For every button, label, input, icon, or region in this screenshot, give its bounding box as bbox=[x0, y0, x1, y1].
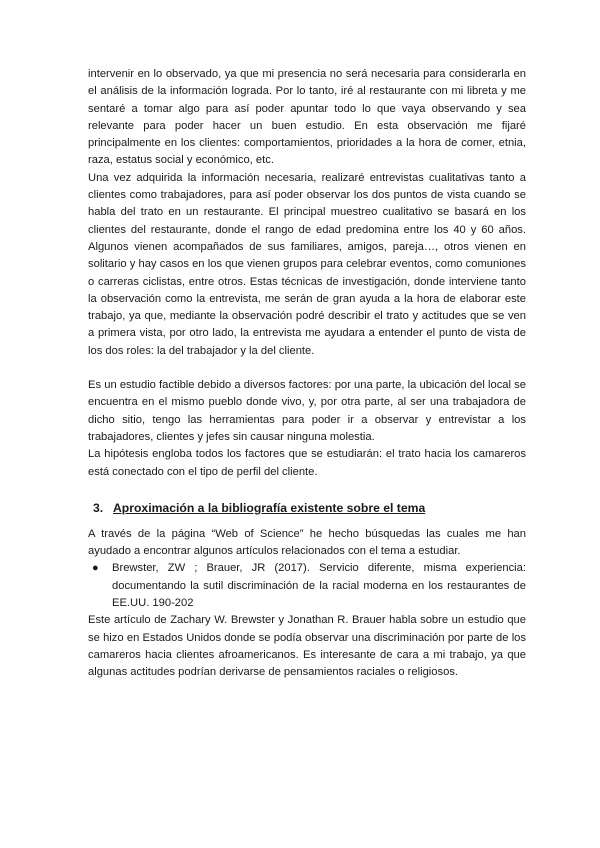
paragraph-spacer bbox=[88, 360, 526, 377]
section-heading bbox=[88, 501, 526, 515]
paragraph-hypothesis: La hipótesis engloba todos los factores que se estudiarán: el trato hacia los camareros está conectado con el tipo de perfil del cliente. bbox=[88, 448, 526, 478]
section-number: 3. bbox=[93, 500, 104, 515]
bibliography-list-item bbox=[88, 560, 526, 612]
paragraph-search-intro: A través de la página “Web of Science” he hecho búsquedas las cuales me han ayudado a encontrar algunos artículos relacionados con el tema a estudiar. bbox=[88, 527, 526, 558]
paragraph-observation: intervenir en lo observado, ya que mi presencia no será necesaria para considerarla en el análisis de la información lograda. Por lo tanto, iré al restaurante con mi libreta y me sentaré a tomar algo para así poder apuntar todo lo que vaya observando y sea relevante para poder hacer un buen estudio. En esta observación me fijaré principalmente en los clientes: comportamientos, prioridades a la hora de comer, etnia, raza, estatus social y económico, etc. bbox=[88, 68, 526, 167]
bullet-icon: ● bbox=[92, 562, 99, 575]
paragraph-interviews: Una vez adquirida la información necesaria, realizaré entrevistas cualitativas tanto a clientes como trabajadores, para así poder observar los dos puntos de vista cuando se habla del trato en un restaurante. El principal muestreo cualitativo se basará en los clientes del restaurante, donde el rango de edad predomina entre los 40 y 60 años. Algunos vienen acompañados de sus familiares, amigos, pareja…, otros vienen en solitario y hay casos en los que vienen grupos para celebrar eventos, como comuniones o carreras ciclistas, entre otros. Estas técnicas de investigación, donde interviene tanto la observación como la entrevista, me serán de gran ayuda a la hora de elaborar este trabajo, ya que, mediante la observación podré describir el trato y actitudes que se ven a primera vista, por otro lado, la entrevista me ayudara a entender el punto de vista de los dos roles: la del trabajador y la del cliente. bbox=[88, 171, 526, 357]
paragraph-feasibility: Es un estudio factible debido a diversos factores: por una parte, la ubicación del local se encuentra en el mismo pueblo donde vivo, y, por otra parte, al ser una trabajadora de dicho sitio, tengo las herramientas para poder ir a observar y entrevistar a los trabajadores, clientes y jefes sin causar ninguna molestia. bbox=[88, 379, 526, 443]
section-title: Aproximación a la bibliografía existente sobre el tema bbox=[113, 500, 426, 515]
paragraph-article-summary: Este artículo de Zachary W. Brewster y Jonathan R. Brauer habla sobre un estudio que se hizo en Estados Unidos donde se podía observar una discriminación por parte de los camareros hacia clientes afroamericanos. Es interesante de cara a mi trabajo, ya que algunas actitudes podrían derivarse de pensamientos raciales o religiosos. bbox=[88, 614, 526, 679]
bibliography-reference: Brewster, ZW ; Brauer, JR (2017). Servicio diferente, misma experiencia: documentando la sutil discriminación de la racial moderna en los restaurantes de EE.UU. 190-202 bbox=[112, 562, 526, 610]
